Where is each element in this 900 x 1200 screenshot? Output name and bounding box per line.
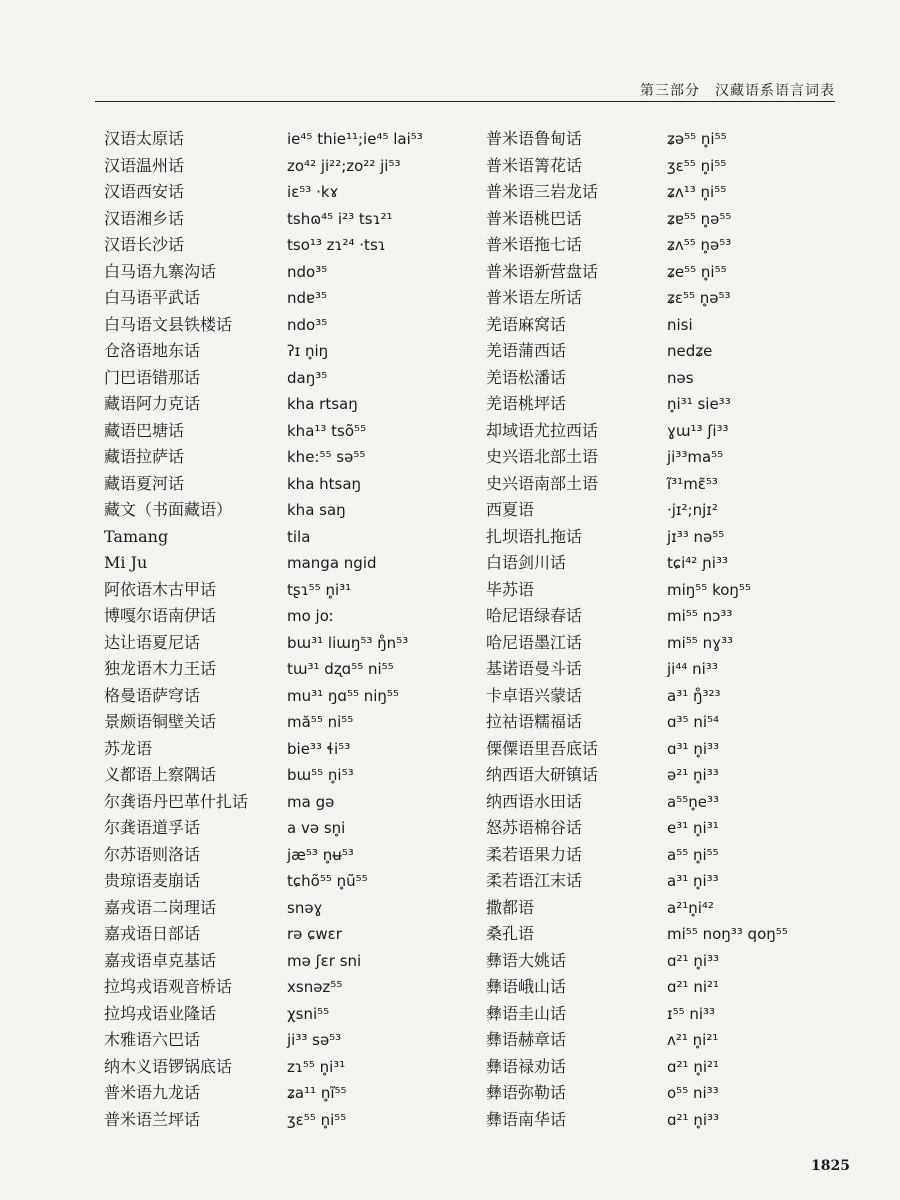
transcription: χsni⁵⁵ bbox=[287, 1004, 330, 1023]
transcription: ndo³⁵ bbox=[287, 262, 328, 281]
transcription: ĩ³¹mɛ̃⁵³ bbox=[667, 474, 718, 493]
transcription: mu³¹ ŋɑ⁵⁵ niŋ⁵⁵ bbox=[287, 686, 399, 705]
language-name: 景颇语铜壁关话 bbox=[104, 712, 217, 731]
transcription: ɑ³⁵ ni⁵⁴ bbox=[667, 713, 720, 731]
transcription: ɪ⁵⁵ ni³³ bbox=[667, 1004, 716, 1023]
language-name: 门巴语错那话 bbox=[104, 367, 201, 387]
language-name: 藏文（书面藏语） bbox=[104, 500, 233, 519]
language-name: 怒苏语棉谷话 bbox=[486, 818, 583, 837]
language-name: 西夏语 bbox=[486, 500, 535, 519]
transcription: ʔɪ n̥iŋ bbox=[287, 342, 329, 360]
transcription: ɑ²¹ ni²¹ bbox=[667, 978, 720, 996]
transcription: ɑ²¹ n̥i³³ bbox=[667, 1110, 720, 1129]
transcription: bie³³ ɬi⁵³ bbox=[287, 739, 351, 758]
transcription: a⁵⁵ n̥i⁵⁵ bbox=[667, 845, 719, 864]
transcription: ɑ³¹ n̥i³³ bbox=[667, 739, 720, 758]
transcription: zo⁴² ji²²;zo²² ji⁵³ bbox=[287, 156, 401, 175]
page-number: 1825 bbox=[811, 1158, 850, 1174]
transcription: o⁵⁵ ni³³ bbox=[667, 1084, 719, 1102]
transcription: ɑ²¹ n̥i³³ bbox=[667, 951, 720, 970]
transcription: ndɐ³⁵ bbox=[287, 289, 328, 307]
language-name: 白马语平武话 bbox=[104, 288, 201, 307]
language-name: 普米语兰坪话 bbox=[104, 1109, 201, 1129]
running-header: 第三部分 汉藏语系语言词表 bbox=[640, 83, 835, 99]
transcription: mo joː bbox=[287, 607, 334, 625]
transcription: ma gə bbox=[287, 792, 335, 811]
language-name: 义都语上察隅话 bbox=[104, 765, 217, 784]
language-name: 汉语温州话 bbox=[104, 155, 185, 175]
language-name: 嘉戎语卓克基话 bbox=[104, 950, 217, 970]
language-name: 彝语大姚话 bbox=[486, 950, 567, 970]
transcription: ji³³ sə⁵³ bbox=[287, 1031, 342, 1049]
language-name: 木雅语六巴话 bbox=[104, 1030, 201, 1049]
transcription: ʑʌ¹³ n̥i⁵⁵ bbox=[667, 183, 727, 201]
transcription: ndo³⁵ bbox=[287, 315, 328, 334]
language-name: 普米语左所话 bbox=[486, 288, 583, 307]
language-name: 羌语桃坪话 bbox=[486, 394, 567, 413]
transcription: a³¹ ŋ̊³²³ bbox=[667, 686, 721, 705]
language-name: 汉语长沙话 bbox=[104, 235, 185, 254]
language-name: 毕苏语 bbox=[486, 579, 535, 599]
language-name: 史兴语北部土语 bbox=[486, 447, 599, 466]
language-name: 彝语赫章话 bbox=[486, 1030, 567, 1049]
transcription: ie⁴⁵ thie¹¹;ie⁴⁵ lai⁵³ bbox=[287, 130, 423, 148]
language-name: 纳木义语锣锅底话 bbox=[104, 1056, 233, 1076]
transcription: mă⁵⁵ ni⁵⁵ bbox=[287, 713, 354, 731]
language-name: 苏龙语 bbox=[104, 738, 153, 758]
language-name: 拉坞戎语业隆话 bbox=[104, 1003, 217, 1023]
left-transcriptions bbox=[287, 126, 482, 1133]
transcription: zɿ⁵⁵ n̥i³¹ bbox=[287, 1057, 346, 1076]
language-name: 藏语阿力克话 bbox=[104, 394, 201, 413]
transcription: khe:⁵⁵ sə⁵⁵ bbox=[287, 448, 366, 466]
right-transcriptions bbox=[667, 126, 847, 1133]
transcription: iɛ⁵³ ·kɤ bbox=[287, 183, 339, 201]
transcription: tshɷ⁴⁵ i²³ tsɿ²¹ bbox=[287, 209, 393, 228]
language-name: 史兴语南部土语 bbox=[486, 473, 599, 493]
transcription: bɯ⁵⁵ n̥i⁵³ bbox=[287, 766, 354, 784]
language-name: 拉祜语糯福话 bbox=[486, 712, 583, 731]
language-name: 哈尼语绿春话 bbox=[486, 606, 583, 625]
language-name: 嘉戎语日部话 bbox=[104, 924, 201, 943]
language-name: 达让语夏尼话 bbox=[104, 632, 201, 652]
header-rule bbox=[95, 101, 835, 102]
language-name: 柔若语江末话 bbox=[486, 871, 583, 890]
transcription: xsnəz⁵⁵ bbox=[287, 978, 343, 996]
language-name: 彝语禄劝话 bbox=[486, 1056, 567, 1076]
transcription: daŋ³⁵ bbox=[287, 368, 328, 387]
transcription: ɣɯ¹³ ʃi³³ bbox=[667, 421, 729, 440]
left-language-names bbox=[104, 126, 284, 1133]
transcription: a²¹n̥i⁴² bbox=[667, 898, 714, 917]
language-name: 尔龚语道孚话 bbox=[104, 818, 201, 837]
transcription: nisi bbox=[667, 315, 693, 334]
language-name: 彝语弥勒话 bbox=[486, 1083, 567, 1102]
language-name: 傈僳语里吾底话 bbox=[486, 738, 599, 758]
transcription: ɑ²¹ n̥i²¹ bbox=[667, 1057, 720, 1076]
language-name: 普米语箐花话 bbox=[486, 155, 583, 175]
transcription: tila bbox=[287, 527, 311, 546]
language-name: 羌语松潘话 bbox=[486, 367, 567, 387]
language-name: 汉语湘乡话 bbox=[104, 208, 185, 228]
transcription: jɪ³³ nə⁵⁵ bbox=[667, 527, 725, 546]
right-language-names bbox=[486, 126, 656, 1133]
language-name: 贵琼语麦崩话 bbox=[104, 871, 201, 890]
language-name: 普米语鲁甸话 bbox=[486, 129, 583, 148]
transcription: tʂɿ⁵⁵ n̥i³¹ bbox=[287, 580, 352, 599]
transcription: a³¹ n̥i³³ bbox=[667, 872, 719, 890]
language-name: 汉语太原话 bbox=[104, 129, 185, 148]
transcription: ʑə⁵⁵ n̥i⁵⁵ bbox=[667, 130, 727, 148]
language-name: 桑孔语 bbox=[486, 924, 535, 943]
transcription: n̥i³¹ sie³³ bbox=[667, 395, 731, 413]
language-name: 扎坝语扎拖话 bbox=[486, 526, 583, 546]
transcription: mi⁵⁵ noŋ³³ qoŋ⁵⁵ bbox=[667, 925, 788, 943]
transcription: a və sn̥i bbox=[287, 819, 346, 837]
language-name: 普米语九龙话 bbox=[104, 1083, 201, 1102]
transcription: ə²¹ n̥i³³ bbox=[667, 766, 719, 784]
transcription: snəɣ bbox=[287, 898, 323, 917]
language-name: 普米语三岩龙话 bbox=[486, 182, 599, 201]
language-name: 纳西语水田话 bbox=[486, 791, 583, 811]
language-name: 阿依语木古甲话 bbox=[104, 579, 217, 599]
language-name: 哈尼语墨江话 bbox=[486, 632, 583, 652]
language-name: 独龙语木力王话 bbox=[104, 659, 217, 678]
language-name: 纳西语大研镇话 bbox=[486, 765, 599, 784]
language-name: 羌语麻窝话 bbox=[486, 314, 567, 334]
language-name: 格曼语萨穹话 bbox=[104, 685, 201, 705]
language-name: 卡卓语兴蒙话 bbox=[486, 685, 583, 705]
language-name: 藏语夏河话 bbox=[104, 473, 185, 493]
language-name: 普米语拖七话 bbox=[486, 235, 583, 254]
transcription: ʑɛ⁵⁵ n̥ə⁵³ bbox=[667, 289, 731, 307]
language-name: 白马语九寨沟话 bbox=[104, 261, 217, 281]
language-name: 嘉戎语二岗理话 bbox=[104, 897, 217, 917]
language-name: 仓洛语地东话 bbox=[104, 341, 201, 360]
transcription: ʒɛ⁵⁵ n̥i⁵⁵ bbox=[287, 1110, 347, 1129]
language-name: 尔苏语则洛话 bbox=[104, 844, 201, 864]
transcription: e³¹ n̥i³¹ bbox=[667, 819, 719, 837]
language-name: 羌语蒲西话 bbox=[486, 341, 567, 360]
transcription: a⁵⁵n̥e³³ bbox=[667, 792, 719, 811]
transcription: tɕhõ⁵⁵ n̥ũ⁵⁵ bbox=[287, 872, 368, 890]
language-name: 柔若语果力话 bbox=[486, 844, 583, 864]
transcription: tɕi⁴² ɲi³³ bbox=[667, 554, 728, 572]
language-name: 普米语桃巴话 bbox=[486, 208, 583, 228]
language-name: 基诺语曼斗话 bbox=[486, 659, 583, 678]
language-name: 白马语文县铁楼话 bbox=[104, 314, 233, 334]
transcription: tɯ³¹ dʐɑ⁵⁵ ni⁵⁵ bbox=[287, 660, 394, 678]
language-name: 拉坞戎语观音桥话 bbox=[104, 977, 233, 996]
transcription: ʑɐ⁵⁵ n̥ə⁵⁵ bbox=[667, 209, 732, 228]
transcription: manga ngid bbox=[287, 554, 377, 572]
language-name: 彝语圭山话 bbox=[486, 1003, 567, 1023]
language-name: 彝语峨山话 bbox=[486, 977, 567, 996]
transcription: kha rtsaŋ bbox=[287, 395, 358, 413]
language-name: 博嘎尔语南伊话 bbox=[104, 606, 217, 625]
language-name: 尔龚语丹巴革什扎话 bbox=[104, 791, 249, 811]
transcription: ji⁴⁴ ni³³ bbox=[667, 660, 718, 678]
transcription: ji³³ma⁵⁵ bbox=[667, 448, 724, 466]
language-name: Mi Ju bbox=[104, 553, 148, 572]
transcription: nəs bbox=[667, 368, 694, 387]
transcription: mə ʃɛr sni bbox=[287, 951, 362, 970]
language-name: 白语剑川话 bbox=[486, 553, 567, 572]
language-name: 藏语巴塘话 bbox=[104, 420, 185, 440]
language-name: 彝语南华话 bbox=[486, 1109, 567, 1129]
transcription: kha¹³ tsõ⁵⁵ bbox=[287, 421, 367, 440]
language-name: 撒都语 bbox=[486, 897, 535, 917]
language-name: 藏语拉萨话 bbox=[104, 447, 185, 466]
transcription: bɯ³¹ liɯŋ⁵³ ŋ̊n⁵³ bbox=[287, 633, 409, 652]
transcription: nedʑe bbox=[667, 342, 713, 360]
language-name: Tamang bbox=[104, 526, 169, 546]
transcription: mi⁵⁵ nɔ³³ bbox=[667, 607, 733, 625]
transcription: ʑe⁵⁵ n̥i⁵⁵ bbox=[667, 262, 727, 281]
transcription: jæ⁵³ n̥ʉ⁵³ bbox=[287, 845, 354, 864]
transcription: tso¹³ zɿ²⁴ ·tsɿ bbox=[287, 236, 386, 254]
transcription: ʌ²¹ n̥i²¹ bbox=[667, 1031, 719, 1049]
transcription: ·jɪ²;njɪ² bbox=[667, 501, 718, 519]
transcription: miŋ⁵⁵ koŋ⁵⁵ bbox=[667, 580, 751, 599]
transcription: kha htsaŋ bbox=[287, 474, 362, 493]
language-name: 普米语新营盘话 bbox=[486, 261, 599, 281]
transcription: rə ɕwɛr bbox=[287, 925, 342, 943]
transcription: kha saŋ bbox=[287, 501, 346, 519]
transcription: ʑa¹¹ n̥ĩ⁵⁵ bbox=[287, 1084, 347, 1102]
language-name: 却域语尤拉西话 bbox=[486, 420, 599, 440]
transcription: ʑʌ⁵⁵ n̥ə⁵³ bbox=[667, 236, 732, 254]
transcription: mi⁵⁵ nɣ³³ bbox=[667, 633, 734, 652]
transcription: ʒɛ⁵⁵ n̥i⁵⁵ bbox=[667, 156, 727, 175]
language-name: 汉语西安话 bbox=[104, 182, 185, 201]
